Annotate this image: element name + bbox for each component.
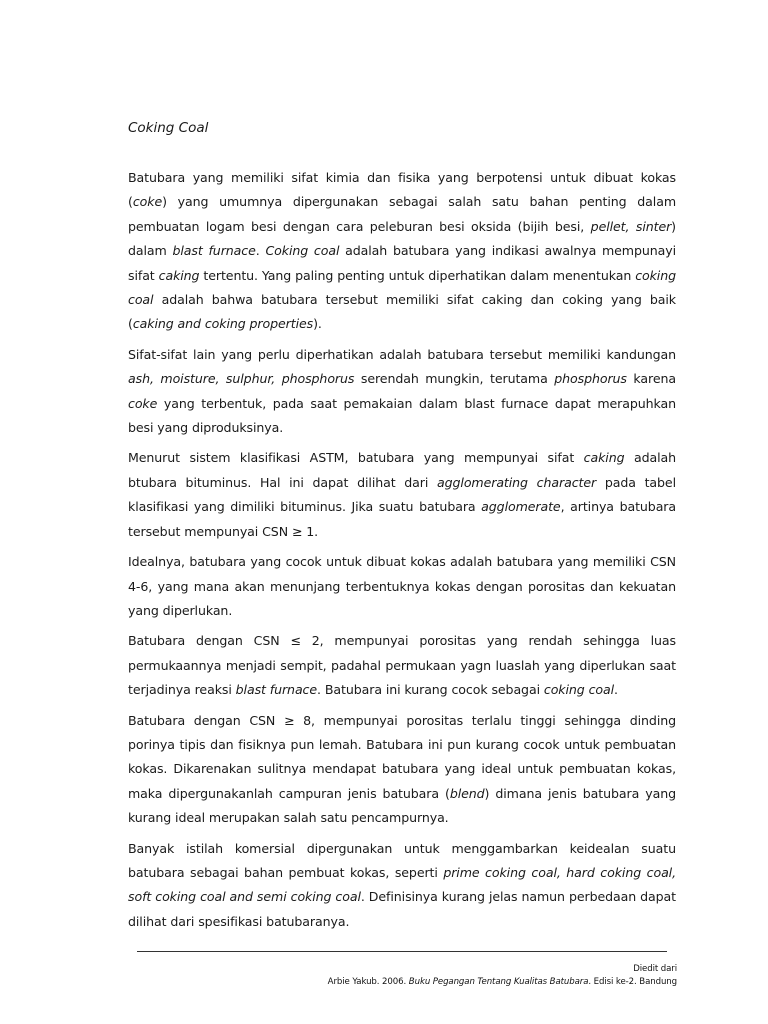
text-run: serendah mungkin, terutama [354, 371, 555, 387]
footer-citation [328, 963, 677, 989]
text-run: Batubara dengan CSN ≤ 2, mempunyai porositas yang rendah sehingga luas permukaannya menjadi sempit, padahal permukaan yagn luaslah yang diperlukan saat terjadinya reaksi [128, 633, 676, 698]
italic-term: coking coal [128, 267, 676, 308]
paragraph [128, 166, 676, 337]
paragraph [128, 343, 676, 441]
italic-term: coking coal [543, 682, 615, 698]
paragraph [128, 446, 676, 544]
text-run: adalah bahwa batubara tersebut memiliki sifat caking dan coking yang baik ( [128, 292, 676, 332]
body-text [128, 166, 676, 940]
footer-book-title: Buku Pegangan Tentang Kualitas Batubara [408, 977, 589, 987]
text-run: Banyak istilah komersial dipergunakan untuk menggambarkan keidealan suatu batubara sebagai bahan pembuat kokas, seperti [128, 840, 676, 880]
text-run: ). [313, 316, 322, 332]
italic-term: blast furnace [172, 243, 256, 259]
paragraph [128, 837, 676, 935]
footer-edition: . Edisi ke-2. Bandung [588, 977, 677, 987]
text-run: adalah batubara yang indikasi awalnya mempunayi sifat [128, 243, 676, 283]
italic-term: caking and coking properties [132, 316, 314, 332]
text-run: pada tabel klasifikasi yang dimiliki bituminus. Jika suatu batubara [128, 474, 676, 515]
text-run: ) dimana jenis batubara yang kurang ideal merupakan salah satu pencampurnya. [128, 785, 676, 826]
text-run: yang terbentuk, pada saat pemakaian dalam blast furnace dapat merapuhkan besi yang diproduksinya. [128, 395, 676, 436]
text-run: ) yang umumnya dipergunakan sebagai salah satu bahan penting dalam pembuatan logam besi dengan cara peleburan besi oksida (bijih besi, [128, 194, 676, 234]
footer-divider [137, 951, 667, 952]
italic-term: pellet, sinter [590, 218, 672, 234]
text-run: karena [626, 371, 676, 387]
text-run: Idealnya, batubara yang cocok untuk dibuat kokas adalah batubara yang memiliki CSN 4-6, yang mana akan menunjang terbentuknya kokas dengan porositas dan kekuatan yang diperlukan. [128, 554, 676, 618]
italic-term: prime coking coal, hard coking coal, soft coking coal and semi coking coal [128, 864, 676, 905]
text-run: ) dalam [128, 218, 676, 259]
text-run: Menurut sistem klasifikasi ASTM, batubara yang mempunyai sifat [128, 450, 584, 466]
text-run: , artinya batubara tersebut mempunyai CSN ≥ 1. [128, 499, 677, 539]
paragraph [128, 709, 676, 831]
text-run: Sifat-sifat lain yang perlu diperhatikan adalah batubara tersebut memiliki kandungan [128, 346, 676, 362]
text-run: . Batubara ini kurang cocok sebagai [317, 682, 544, 698]
italic-term: coke [132, 194, 163, 210]
italic-term: blend [449, 785, 485, 801]
italic-term: agglomerating character [437, 474, 597, 490]
text-run: tertentu. Yang paling penting untuk diperhatikan dalam menentukan [199, 267, 636, 283]
footer-author: Arbie Yakub. 2006. [327, 977, 409, 987]
italic-term: blast furnace [235, 682, 318, 698]
section-title: Coking Coal [128, 120, 209, 136]
paragraph [128, 629, 676, 702]
text-run: adalah btubara bituminus. Hal ini dapat dilihat dari [128, 450, 676, 490]
paragraph [128, 550, 676, 623]
text-run: Batubara dengan CSN ≥ 8, mempunyai porositas terlalu tinggi sehingga dinding porinya tipis dan fisiknya pun lemah. Batubara ini pun kurang cocok untuk pembuatan kokas. Dikarenakan sulitnya mendapat batubara yang ideal untuk pembuatan kokas, maka dipergunakanlah campuran jenis batubara ( [128, 712, 676, 801]
text-run: . [614, 682, 618, 698]
italic-term: coke [128, 395, 158, 411]
italic-term: agglomerate [481, 499, 561, 515]
text-run: Batubara yang memiliki sifat kimia dan fisika yang berpotensi untuk dibuat kokas ( [128, 170, 676, 210]
italic-term: phosphorus [554, 371, 627, 387]
italic-term: caking [583, 450, 625, 466]
text-run: . [255, 243, 266, 259]
italic-term: ash, moisture, sulphur, phosphorus [128, 371, 355, 387]
text-run: . Definisinya kurang jelas namun perbedaan dapat dilihat dari spesifikasi batubaranya. [128, 889, 676, 929]
italic-term: Coking coal [265, 243, 340, 259]
footer-reference [328, 976, 677, 989]
footer-source-label: Diedit dari [633, 964, 677, 974]
italic-term: caking [158, 267, 200, 283]
